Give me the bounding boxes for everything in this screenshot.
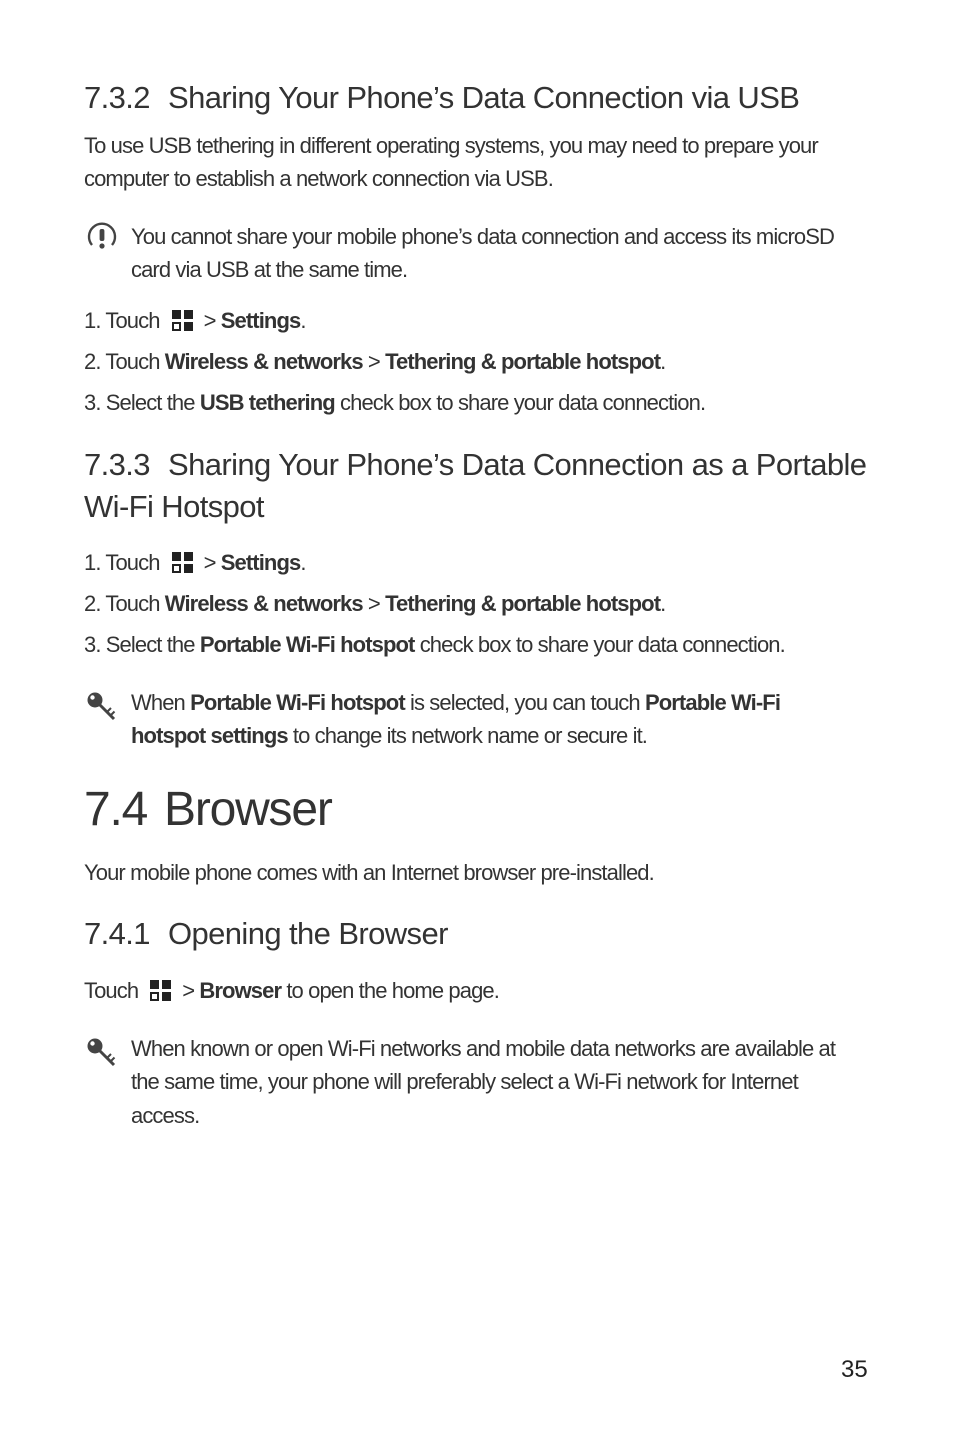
hotspot-tip-line-2: hotspot settings to change its network name or secure it. [131,723,648,748]
heading-7-3-3-line-1: 7.3.3 Sharing Your Phone’s Data Connection as a Portable [84,447,867,482]
hotspot-step-1: 1. Touch > Settings. [84,550,306,575]
apps-grid-icon [170,308,194,332]
tip-icon [85,690,119,724]
intro-line-2: computer to establish a network connection via USB. [84,166,553,191]
tip-icon [85,1036,119,1070]
browser-tip-line-1: When known or open Wi-Fi networks and mobile data networks are available at [131,1036,836,1061]
heading-7-4: 7.4 Browser [84,783,332,836]
browser-step: Touch > Browser to open the home page. [84,978,499,1003]
heading-7-4-1: 7.4.1 Opening the Browser [84,916,448,951]
caution-note-line-2: card via USB at the same time. [131,257,408,282]
usb-step-2: 2. Touch Wireless & networks > Tethering & portable hotspot. [84,349,666,374]
browser-tip-line-2: the same time, your phone will preferably select a Wi-Fi network for Internet [131,1069,798,1094]
heading-7-3-3-line-2: Wi-Fi Hotspot [84,489,264,524]
apps-grid-icon [148,978,172,1002]
heading-7-3-2: 7.3.2 Sharing Your Phone’s Data Connection via USB [84,80,800,115]
intro-line-1: To use USB tethering in different operating systems, you may need to prepare your [84,133,818,158]
browser-intro: Your mobile phone comes with an Internet browser pre-installed. [84,860,654,885]
browser-tip-line-3: access. [131,1103,200,1128]
hotspot-step-2: 2. Touch Wireless & networks > Tethering & portable hotspot. [84,591,666,616]
page-number: 35 [841,1356,868,1383]
hotspot-tip-line-1: When Portable Wi-Fi hotspot is selected, you can touch Portable Wi-Fi [131,690,781,715]
usb-step-1: 1. Touch > Settings. [84,308,306,333]
apps-grid-icon [170,550,194,574]
caution-note-line-1: You cannot share your mobile phone’s data connection and access its microSD [131,224,834,249]
usb-step-3: 3. Select the USB tethering check box to share your data connection. [84,390,706,415]
hotspot-step-3: 3. Select the Portable Wi-Fi hotspot check box to share your data connection. [84,632,785,657]
caution-icon [85,221,119,255]
